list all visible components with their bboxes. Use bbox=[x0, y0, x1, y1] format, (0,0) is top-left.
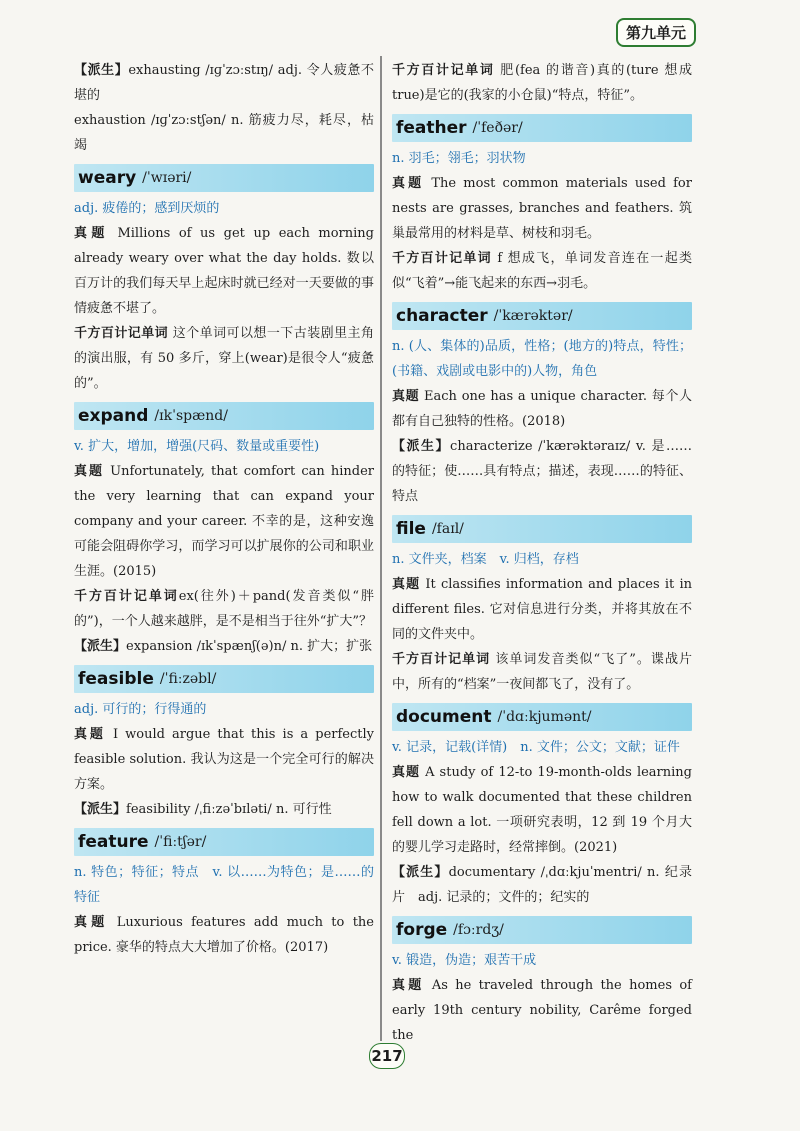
entry-banner-expand bbox=[74, 402, 374, 430]
part-of-speech: v. 扩大，增加，增强(尺码、数量或重要性) bbox=[74, 439, 320, 454]
phonetic: /fɔːrdʒ/ bbox=[453, 921, 504, 938]
entry-banner-document bbox=[392, 703, 692, 731]
headword: forge bbox=[396, 919, 448, 940]
derivative: 【派生】expansion /ɪkˈspænʃ(ə)n/ n. 扩大；扩张 bbox=[74, 639, 373, 654]
phonetic: /ˈfiːtʃər/ bbox=[154, 833, 207, 850]
exam-sentence: 真题 Each one has a unique character. 每个人都有自己独特的性格。(2018) bbox=[392, 389, 692, 429]
right-column bbox=[392, 58, 692, 1048]
entry-banner-character bbox=[392, 302, 692, 330]
exam-sentence: 真题 Millions of us get up each morning already weary over what the day holds. 数以百万计的我们每天早上起床时就已经对一天要做的事情疲惫不堪了。 bbox=[74, 226, 374, 316]
derivative: 【派生】documentary /ˌdɑːkjuˈmentri/ n. 纪录片 adj. 记录的；文件的；纪实的 bbox=[392, 865, 692, 905]
exam-sentence: 真题 A study of 12-to 19-month-olds learning how to walk documented that these children fell down a lot. 一项研究表明，12 到 19 个月大的婴儿学习走路时，经常摔倒。(2021) bbox=[392, 765, 692, 855]
headword: feasible bbox=[78, 668, 154, 689]
headword: file bbox=[396, 518, 426, 539]
phonetic: /ˈfiːzəbl/ bbox=[159, 670, 217, 687]
exam-sentence: 真题 Unfortunately, that comfort can hinder the very learning that can expand your company and your career. 不幸的是，这种安逸可能会阻碍你学习，而学习可以扩展你的公司和职业生涯。(2015) bbox=[74, 464, 374, 579]
exam-sentence: 真题 It classifies information and places it in different files. 它对信息进行分类，并将其放在不同的文件夹中。 bbox=[392, 577, 692, 642]
entry-banner-forge bbox=[392, 916, 692, 944]
exam-sentence: 真题 Luxurious features add much to the price. 豪华的特点大大增加了价格。(2017) bbox=[74, 915, 374, 955]
left-column bbox=[74, 58, 374, 960]
headword: character bbox=[396, 305, 488, 326]
phonetic: /ɪkˈspænd/ bbox=[154, 407, 228, 424]
part-of-speech: adj. 可行的；行得通的 bbox=[74, 702, 207, 717]
phonetic: /ˈwɪəri/ bbox=[142, 169, 192, 186]
page-number: 217 bbox=[369, 1043, 405, 1069]
column-divider bbox=[380, 56, 382, 1041]
phonetic: /faɪl/ bbox=[431, 520, 464, 537]
unit-tag: 第九单元 bbox=[616, 18, 696, 47]
part-of-speech: n. (人、集体的)品质，性格；(地方的)特点，特性；(书籍、戏剧或电影中的)人物，角色 bbox=[392, 339, 692, 379]
part-of-speech: n. 羽毛；翎毛；羽状物 bbox=[392, 151, 526, 166]
derivative-exhaustion: exhaustion /ɪɡˈzɔːstʃən/ n. 筋疲力尽，耗尽，枯竭 bbox=[74, 113, 374, 153]
exam-sentence: 真题 The most common materials used for nests are grasses, branches and feathers. 筑巢最常用的材料是草、树枝和羽毛。 bbox=[392, 176, 692, 241]
entry-banner-feature bbox=[74, 828, 374, 856]
exam-sentence: 真题 I would argue that this is a perfectly feasible solution. 我认为这是一个完全可行的解决方案。 bbox=[74, 727, 374, 792]
entry-banner-weary bbox=[74, 164, 374, 192]
derivative-exhausting: 【派生】exhausting /ɪɡˈzɔːstɪŋ/ adj. 令人疲惫不堪的 bbox=[74, 63, 374, 103]
phonetic: /ˈdɑːkjumənt/ bbox=[497, 708, 592, 725]
headword: document bbox=[396, 706, 492, 727]
phonetic: /ˈfeðər/ bbox=[472, 119, 523, 136]
memory-tip: 千方百计记单词 这个单词可以想一下古装剧里主角的演出服，有 50 多斤，穿上(wear)是很令人“疲惫的”。 bbox=[74, 326, 374, 391]
memory-tip: 千方百计记单词ex(往外)＋pand(发音类似“胖的”)，一个人越来越胖，是不是相当于往外“扩大”？ bbox=[74, 589, 374, 629]
part-of-speech: adj. 疲倦的；感到厌烦的 bbox=[74, 201, 220, 216]
headword: feather bbox=[396, 117, 467, 138]
memory-tip: 千方百计记单词 该单词发音类似“飞了”。谍战片中，所有的“档案”一夜间都飞了，没有了。 bbox=[392, 652, 692, 692]
entry-banner-feasible bbox=[74, 665, 374, 693]
part-of-speech: n. 特色；特征；特点 v. 以……为特色；是……的特征 bbox=[74, 865, 374, 905]
phonetic: /ˈkærəktər/ bbox=[493, 307, 573, 324]
derivative: 【派生】characterize /ˈkærəktəraɪz/ v. 是……的特征；使……具有特点；描述，表现……的特征、特点 bbox=[392, 439, 692, 504]
exam-sentence: 真题 As he traveled through the homes of early 19th century nobility, Carême forged the bbox=[392, 978, 692, 1043]
derivative: 【派生】feasibility /ˌfiːzəˈbɪləti/ n. 可行性 bbox=[74, 802, 332, 817]
headword: weary bbox=[78, 167, 137, 188]
headword: expand bbox=[78, 405, 149, 426]
memory-tip: 千方百计记单词 f 想成飞，单词发音连在一起类似“飞着”→能飞起来的东西→羽毛。 bbox=[392, 251, 692, 291]
part-of-speech: v. 记录，记载(详情) n. 文件；公文；文献；证件 bbox=[392, 740, 680, 755]
memory-tip: 千方百计记单词 肥(fea 的谐音)真的(ture 想成 true)是它的(我家的小仓鼠)“特点，特征”。 bbox=[392, 63, 692, 103]
headword: feature bbox=[78, 831, 149, 852]
entry-banner-feather bbox=[392, 114, 692, 142]
part-of-speech: v. 锻造，伪造；艰苦干成 bbox=[392, 953, 537, 968]
part-of-speech: n. 文件夹，档案 v. 归档，存档 bbox=[392, 552, 579, 567]
entry-banner-file bbox=[392, 515, 692, 543]
